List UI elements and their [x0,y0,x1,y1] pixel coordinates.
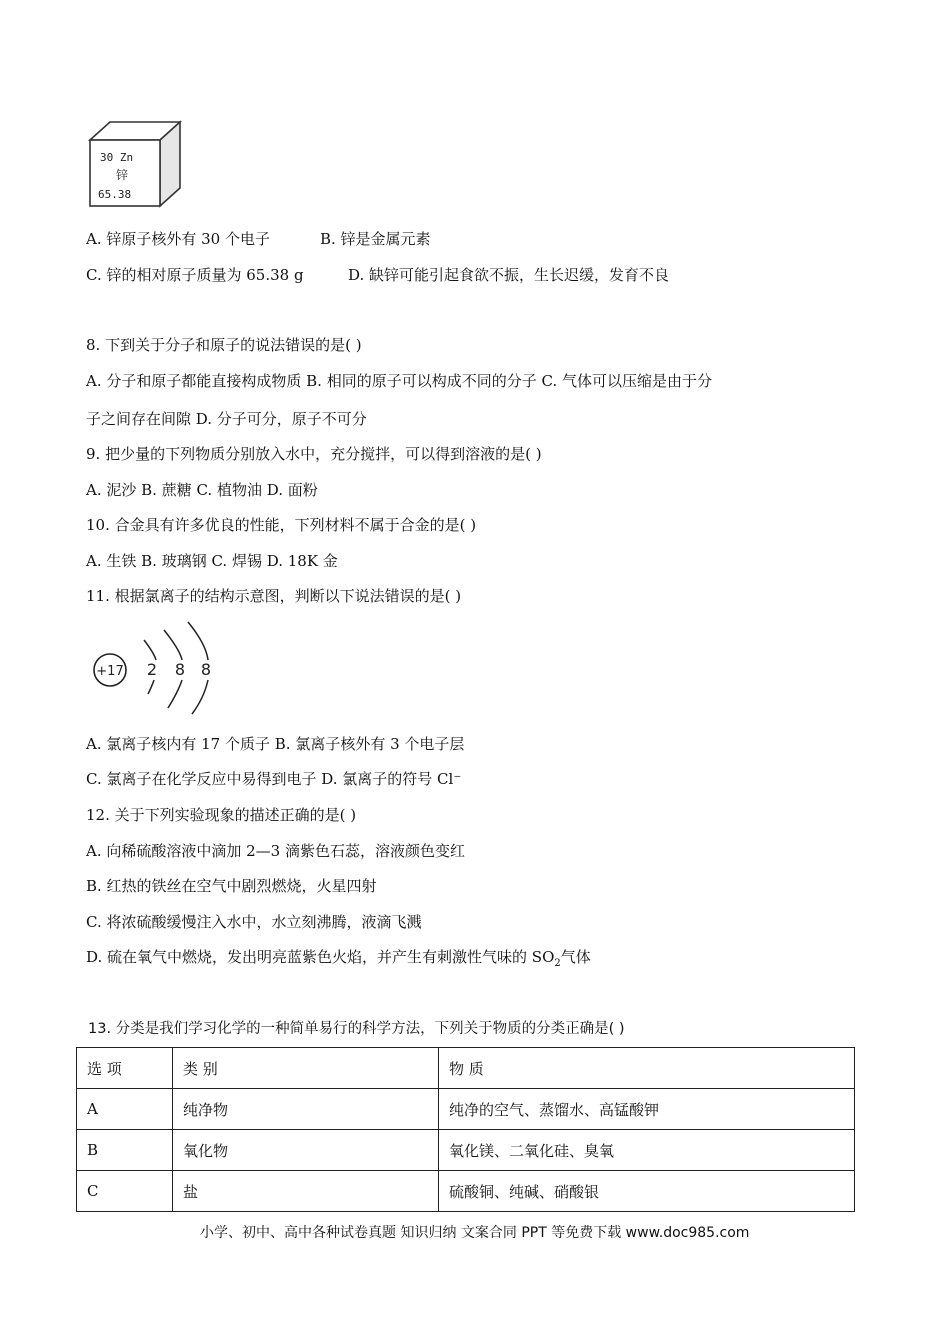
row-substances: 纯净的空气、蒸馏水、高锰酸钾 [439,1089,855,1130]
row-option: B [77,1130,173,1171]
q12-stem: 12. 关于下列实验现象的描述正确的是( ) [86,806,357,824]
q13-stem: 13. 分类是我们学习化学的一种简单易行的科学方法，下列关于物质的分类正确是( ) [88,1021,625,1037]
shell-3-electrons: 8 [200,660,212,679]
q9-options[interactable]: A. 泥沙 B. 蔗糖 C. 植物油 D. 面粉 [86,481,318,499]
q8-stem: 8. 下到关于分子和原子的说法错误的是( ) [86,336,362,354]
row-category: 盐 [173,1171,439,1212]
table-row[interactable] [77,1171,855,1212]
q10-options[interactable]: A. 生铁 B. 玻璃钢 C. 焊锡 D. 18K 金 [86,552,338,570]
zinc-element-card [86,118,186,213]
row-category: 氧化物 [173,1130,439,1171]
nucleus-charge: +17 [96,664,124,679]
q12-option-c[interactable]: C. 将浓硫酸缓慢注入水中，水立刻沸腾，液滴飞溅 [86,913,422,931]
q7-option-b[interactable]: B. 锌是金属元素 [320,230,431,248]
row-substances: 氧化镁、二氧化硅、臭氧 [439,1130,855,1171]
q12-option-b[interactable]: B. 红热的铁丝在空气中剧烈燃烧，火星四射 [86,877,377,895]
q8-options-line1[interactable]: A. 分子和原子都能直接构成物质 B. 相同的原子可以构成不同的分子 C. 气体可以压缩是由于分 [86,372,712,390]
q8-options-line2[interactable]: 子之间存在间隙 D. 分子可分，原子不可分 [86,410,367,428]
q12-option-d-text: D. 硫在氧气中燃烧，发出明亮蓝紫色火焰，并产生有刺激性气味的 SO [86,948,555,966]
page-footer: 小学、初中、高中各种试卷真题 知识归纳 文案合同 PPT 等免费下载 www.doc985.com [200,1225,750,1241]
q11-options-line1[interactable]: A. 氯离子核内有 17 个质子 B. 氯离子核外有 3 个电子层 [86,735,465,753]
q12-option-a[interactable]: A. 向稀硫酸溶液中滴加 2—3 滴紫色石蕊，溶液颜色变红 [86,842,465,860]
shell-2-electrons: 8 [174,660,186,679]
row-substances: 硫酸铜、纯碱、硝酸银 [439,1171,855,1212]
classification-table [76,1047,855,1212]
row-option: A [77,1089,173,1130]
table-row[interactable] [77,1089,855,1130]
row-option: C [77,1171,173,1212]
q9-stem: 9. 把少量的下列物质分别放入水中，充分搅拌，可以得到溶液的是( ) [86,445,542,463]
zinc-number-symbol: 30 Zn [100,151,134,164]
q12-option-d[interactable] [86,946,591,969]
zinc-name: 锌 [116,168,129,182]
q7-option-c[interactable]: C. 锌的相对原子质量为 65.38 g [86,266,304,284]
chloride-ion-structure-diagram [88,618,228,718]
row-category: 纯净物 [173,1089,439,1130]
table-header-row [77,1048,855,1089]
header-option: 选 项 [77,1048,173,1089]
header-category: 类 别 [173,1048,439,1089]
q7-option-d[interactable]: D. 缺锌可能引起食欲不振，生长迟缓，发育不良 [348,266,670,284]
q12-option-d-tail: 气体 [560,948,591,966]
q11-options-line2[interactable]: C. 氯离子在化学反应中易得到电子 D. 氯离子的符号 Cl⁻ [86,770,462,788]
header-substance: 物 质 [439,1048,855,1089]
q7-option-a[interactable]: A. 锌原子核外有 30 个电子 [86,230,270,248]
q10-stem: 10. 合金具有许多优良的性能，下列材料不属于合金的是( ) [86,516,477,534]
shell-1-electrons: 2 [146,660,158,679]
q11-stem: 11. 根据氯离子的结构示意图，判断以下说法错误的是( ) [86,587,462,605]
q12-option-d-subscript: 2 [554,958,561,969]
zinc-mass: 65.38 [98,188,132,201]
table-row[interactable] [77,1130,855,1171]
